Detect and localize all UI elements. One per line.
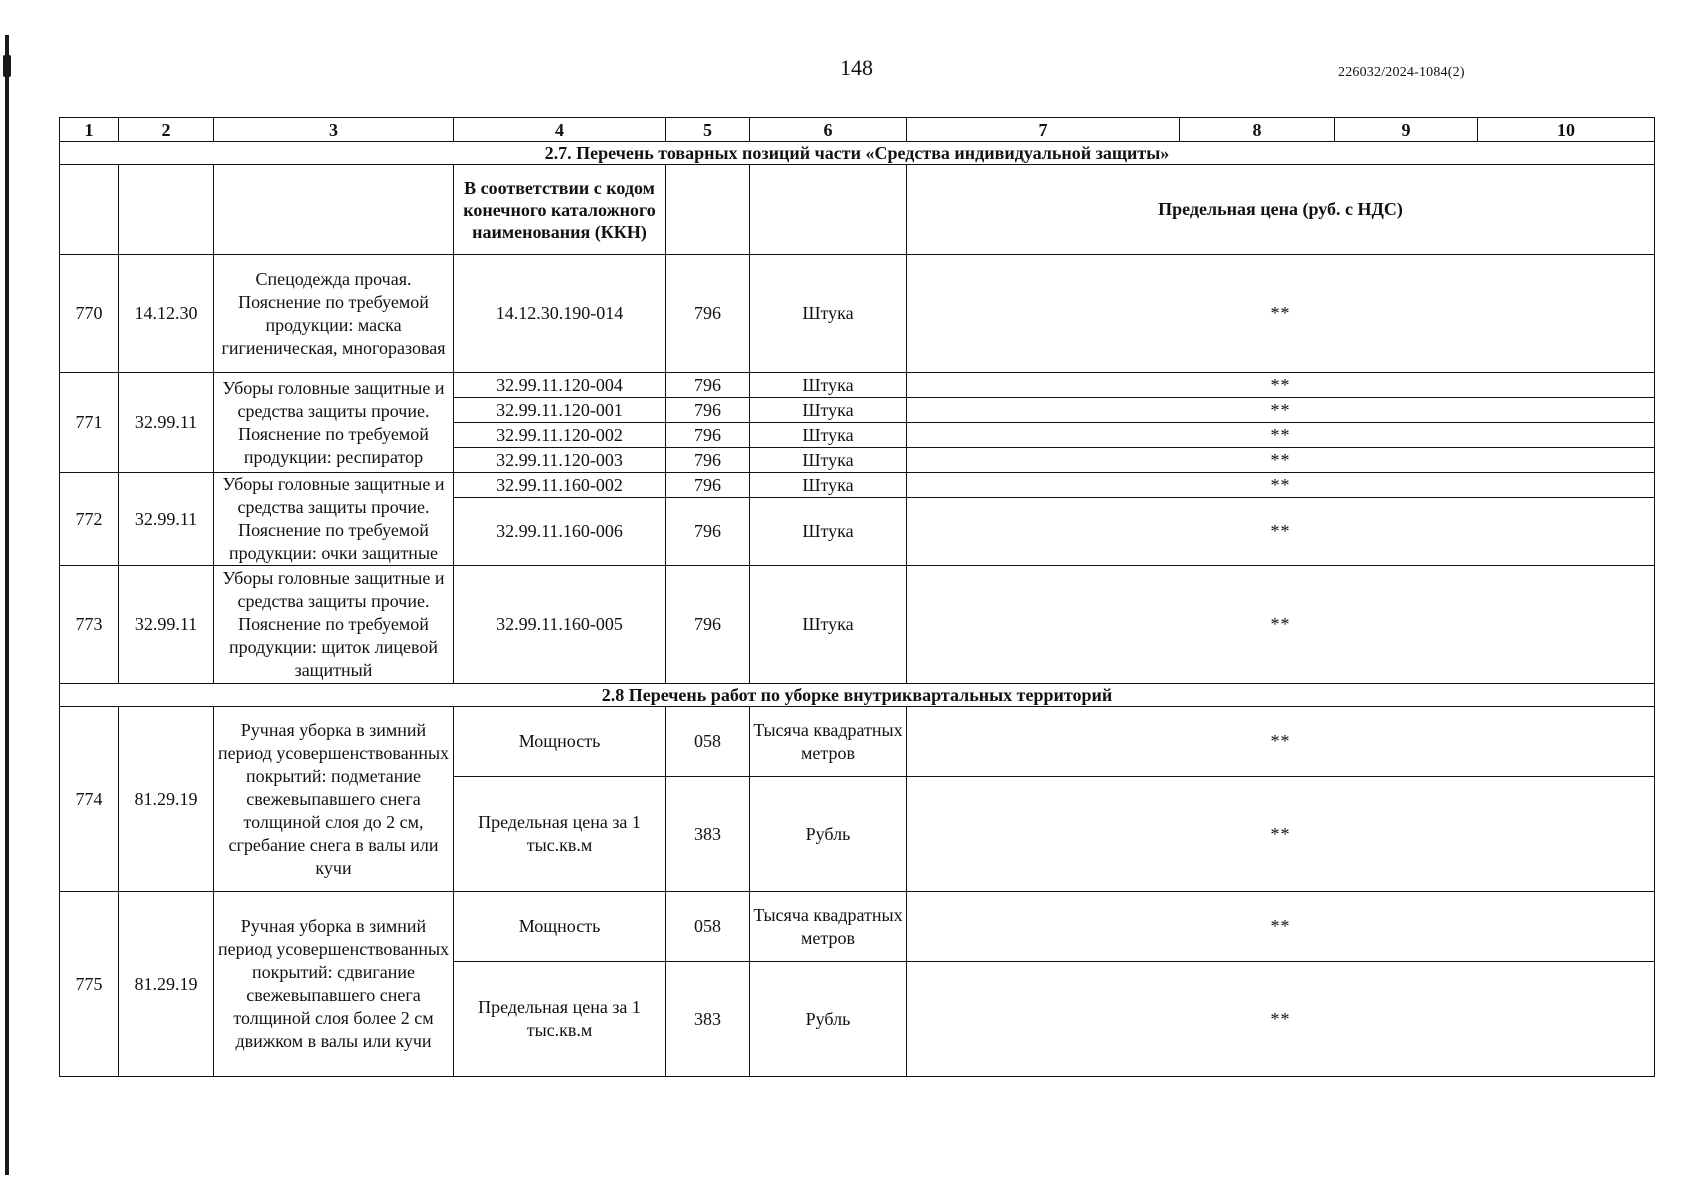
column-number-row <box>60 118 1655 142</box>
kkn-code: Предельная цена за 1 тыс.кв.м <box>454 777 666 892</box>
unit-name: Штука <box>750 255 907 373</box>
price-limit: ** <box>907 777 1655 892</box>
unit-name: Штука <box>750 373 907 398</box>
table-body <box>60 118 1655 1077</box>
okpd-code: 14.12.30 <box>119 255 214 373</box>
price-table <box>59 117 1655 1077</box>
unit-name: Штука <box>750 448 907 473</box>
kkn-code: 32.99.11.120-001 <box>454 398 666 423</box>
unit-name: Рубль <box>750 777 907 892</box>
column-number: 8 <box>1180 118 1335 142</box>
section-heading-row <box>60 684 1655 707</box>
column-number: 2 <box>119 118 214 142</box>
unit-name: Штука <box>750 473 907 498</box>
kkn-code: 32.99.11.160-005 <box>454 566 666 684</box>
row-number: 770 <box>60 255 119 373</box>
kkn-code: 14.12.30.190-014 <box>454 255 666 373</box>
price-limit: ** <box>907 707 1655 777</box>
section-heading-row <box>60 142 1655 165</box>
okei-code: 383 <box>666 777 750 892</box>
item-description: Ручная уборка в зимний период усовершенствованных покрытий: подметание свежевыпавшего снега толщиной слоя до 2 см, сгребание снега в валы или кучи <box>214 707 454 892</box>
okei-code: 796 <box>666 566 750 684</box>
okei-code: 796 <box>666 398 750 423</box>
table-row <box>60 373 1655 398</box>
okei-code: 796 <box>666 373 750 398</box>
kkn-code: 32.99.11.160-006 <box>454 498 666 566</box>
okpd-code: 81.29.19 <box>119 892 214 1077</box>
item-description: Ручная уборка в зимний период усовершенствованных покрытий: сдвигание свежевыпавшего снега толщиной слоя более 2 см движком в валы или кучи <box>214 892 454 1077</box>
okpd-code: 32.99.11 <box>119 566 214 684</box>
empty-cell <box>60 165 119 255</box>
price-limit: ** <box>907 566 1655 684</box>
column-number: 9 <box>1335 118 1478 142</box>
column-number: 1 <box>60 118 119 142</box>
row-number: 775 <box>60 892 119 1077</box>
okei-code: 058 <box>666 707 750 777</box>
unit-name: Штука <box>750 398 907 423</box>
column-number: 4 <box>454 118 666 142</box>
row-number: 774 <box>60 707 119 892</box>
okpd-code: 81.29.19 <box>119 707 214 892</box>
table-row <box>60 707 1655 777</box>
table-row <box>60 566 1655 684</box>
section-heading: 2.7. Перечень товарных позиций части «Средства индивидуальной защиты» <box>60 142 1655 165</box>
kkn-code: Мощность <box>454 892 666 962</box>
unit-name: Штука <box>750 423 907 448</box>
item-description: Уборы головные защитные и средства защиты прочие. Пояснение по требуемой продукции: очки защитные <box>214 473 454 566</box>
okei-code: 796 <box>666 448 750 473</box>
okpd-code: 32.99.11 <box>119 473 214 566</box>
price-limit: ** <box>907 473 1655 498</box>
unit-name: Штука <box>750 498 907 566</box>
okei-code: 796 <box>666 255 750 373</box>
price-limit: ** <box>907 892 1655 962</box>
unit-name: Рубль <box>750 962 907 1077</box>
empty-cell <box>666 165 750 255</box>
okei-code: 058 <box>666 892 750 962</box>
okei-code: 796 <box>666 498 750 566</box>
kkn-header: В соответствии с кодом конечного каталожного наименования (ККН) <box>454 165 666 255</box>
scan-edge-mark <box>5 35 9 1175</box>
item-description: Уборы головные защитные и средства защиты прочие. Пояснение по требуемой продукции: респиратор <box>214 373 454 473</box>
scan-edge-mark <box>3 55 11 77</box>
subheader-row <box>60 165 1655 255</box>
unit-name: Штука <box>750 566 907 684</box>
column-number: 5 <box>666 118 750 142</box>
empty-cell <box>214 165 454 255</box>
table-row <box>60 255 1655 373</box>
column-number: 10 <box>1478 118 1655 142</box>
kkn-code: 32.99.11.120-003 <box>454 448 666 473</box>
unit-name: Тысяча квадратных метров <box>750 707 907 777</box>
empty-cell <box>119 165 214 255</box>
okei-code: 383 <box>666 962 750 1077</box>
table-row <box>60 473 1655 498</box>
column-number: 3 <box>214 118 454 142</box>
column-number: 6 <box>750 118 907 142</box>
table-row <box>60 892 1655 962</box>
kkn-code: 32.99.11.120-004 <box>454 373 666 398</box>
row-number: 771 <box>60 373 119 473</box>
price-limit: ** <box>907 498 1655 566</box>
price-limit: ** <box>907 448 1655 473</box>
row-number: 772 <box>60 473 119 566</box>
kkn-code: Мощность <box>454 707 666 777</box>
okei-code: 796 <box>666 473 750 498</box>
price-limit: ** <box>907 373 1655 398</box>
row-number: 773 <box>60 566 119 684</box>
okpd-code: 32.99.11 <box>119 373 214 473</box>
kkn-code: 32.99.11.120-002 <box>454 423 666 448</box>
price-limit: ** <box>907 962 1655 1077</box>
price-limit: ** <box>907 398 1655 423</box>
column-number: 7 <box>907 118 1180 142</box>
okei-code: 796 <box>666 423 750 448</box>
empty-cell <box>750 165 907 255</box>
document-number: 226032/2024-1084(2) <box>1338 65 1465 80</box>
price-header: Предельная цена (руб. с НДС) <box>907 165 1655 255</box>
price-limit: ** <box>907 255 1655 373</box>
unit-name: Тысяча квадратных метров <box>750 892 907 962</box>
section-heading: 2.8 Перечень работ по уборке внутриквартальных территорий <box>60 684 1655 707</box>
price-limit: ** <box>907 423 1655 448</box>
kkn-code: Предельная цена за 1 тыс.кв.м <box>454 962 666 1077</box>
item-description: Уборы головные защитные и средства защиты прочие. Пояснение по требуемой продукции: щиток лицевой защитный <box>214 566 454 684</box>
item-description: Спецодежда прочая. Пояснение по требуемой продукции: маска гигиеническая, многоразовая <box>214 255 454 373</box>
page-number: 148 <box>840 55 873 80</box>
kkn-code: 32.99.11.160-002 <box>454 473 666 498</box>
